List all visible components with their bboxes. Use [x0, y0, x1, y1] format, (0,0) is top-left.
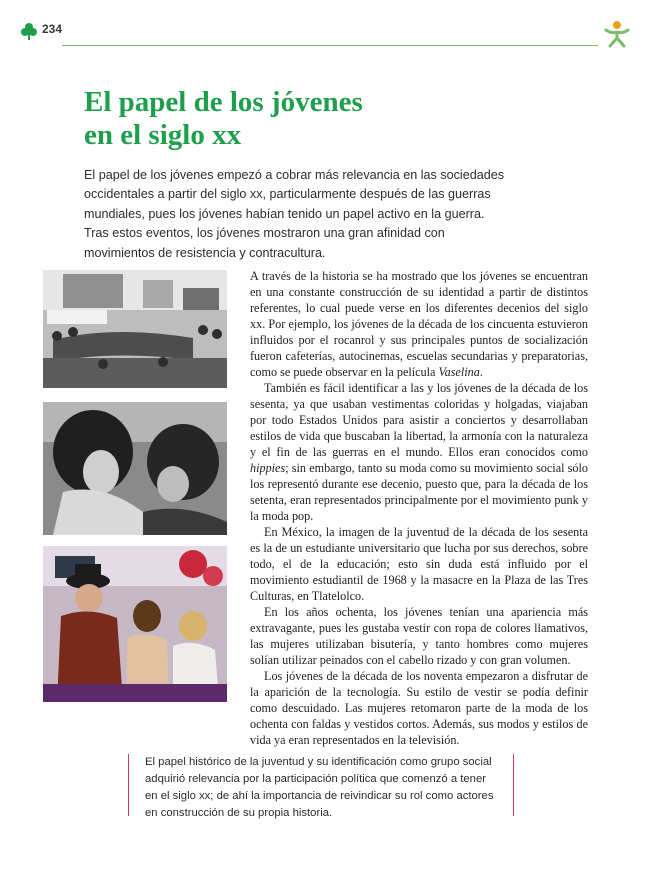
- paragraph-sixties-text: También es fácil identificar a las y los jóvenes de la década de los sesenta, ya que usaban vestimentas coloridas y holgadas, viajaban por todo Estados Unidos para asistir a conciertos y desarrollaban estilos de vida que buscaban la libertad, la armonía con la naturaleza y el fin de las guerras en el mundo. Ellos eran conocidos como: [250, 381, 588, 459]
- clover-leaf-icon: [20, 22, 38, 40]
- page-number: 234: [42, 22, 63, 36]
- title-line-2: en el siglo xx: [84, 119, 242, 151]
- callout-text: El papel histórico de la juventud y su identificación como grupo social adquirió relevancia por la participación política que comenzó a tener en el siglo xx; de ahí la importancia de reivindicar su rol como actores en construcción de su propia historia.: [145, 756, 494, 819]
- paragraph-sixties: [250, 380, 588, 524]
- paragraph-fifties-end: .: [479, 365, 483, 379]
- callout-box: [128, 754, 514, 819]
- page-title: [84, 86, 363, 152]
- intro-paragraph: El papel de los jóvenes empezó a cobrar más relevancia en las sociedades occidentales a partir del siglo xx, particularmente después de las guerras mundiales, pues los jóvenes habían tenido un papel activo en la guerra. Tras estos eventos, los jóvenes mostraron una gran afinidad con movimientos de resistencia y contracultura.: [84, 168, 505, 260]
- hippies-term: hippies: [250, 461, 286, 475]
- paragraph-sixties-end: ; sin embargo, tanto su moda como su movimiento social sólo los representó durante ese decenio, puesto que, para la década de los setenta, eran representados principalmente por el movimiento punk y la moda pop.: [250, 461, 588, 523]
- paragraph-nineties: Los jóvenes de la década de los noventa empezaron a disfrutar de la aparición de la tecnología. Su estilo de vestir se podía definir como descuidado. Las mujeres retomaron parte de la moda de los ochenta con faldas y vestidos cortos. Además, sus modos y estilos de vida ya eran representados en la televisión.: [250, 669, 588, 747]
- paragraph-eighties: En los años ochenta, los jóvenes tenían una apariencia más extravagante, pues les gustaba vestir con ropa de colores llamativos, las mujeres utilizaban bisutería, y tanto hombres como mujeres solían utilizar peinados con el cabello rizado y con gran volumen.: [250, 605, 588, 667]
- main-article: [250, 268, 588, 748]
- page-header: [0, 0, 672, 60]
- festival-parade-photo: [43, 546, 227, 702]
- film-title: Vaselina: [438, 365, 480, 379]
- header-rule: [62, 45, 598, 46]
- protest-march-photo: [43, 270, 227, 388]
- person-figure-icon: [604, 20, 630, 48]
- paragraph-mexico: En México, la imagen de la juventud de la década de los sesenta es la de un estudiante universitario que lucha por sus derechos, sobre todo, el de la educación; esto sin duda está influido por el movimiento estudiantil de 1968 y la masacre en la Plaza de las Tres Culturas, en Tlatelolco.: [250, 525, 588, 603]
- title-line-1: El papel de los jóvenes: [84, 86, 363, 118]
- callout-border-left: [128, 754, 129, 816]
- paragraph-fifties: [250, 268, 588, 380]
- paragraph-fifties-text: A través de la historia se ha mostrado que los jóvenes se encuentran en una constante construcción de su identidad a partir de distintos referentes, lo cual puede verse en los diferentes decenios del siglo xx. Por ejemplo, los jóvenes de la década de los cincuenta estuvieron influidos por el rocanrol y sus principales puntos de socialización fueron cafeterías, autocinemas, escuelas secundarias y preparatorias, como se puede observar en la película: [250, 269, 588, 379]
- face-painting-photo: [43, 402, 227, 535]
- callout-border-right: [513, 754, 514, 816]
